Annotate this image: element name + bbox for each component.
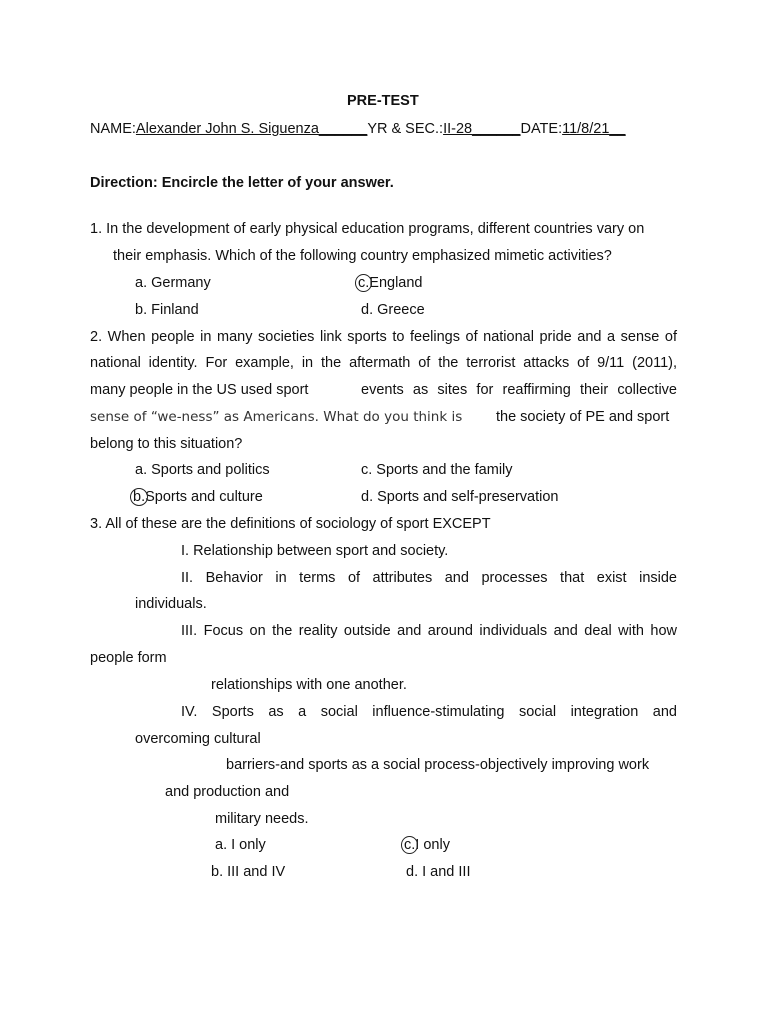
q3-item-i: I. Relationship between sport and society. bbox=[181, 543, 449, 559]
q2-line5: belong to this situation? bbox=[90, 436, 243, 452]
q1-option-c-text: England bbox=[369, 275, 423, 291]
q3-option-c bbox=[404, 836, 450, 854]
q2-line1: 2. When people in many societies link sports to feelings of national pride and a sense of bbox=[90, 329, 677, 345]
section-value: II-28 bbox=[443, 121, 473, 137]
q3-item-iii-cont2: relationships with one another. bbox=[211, 677, 407, 693]
name-underline-fill: ______ bbox=[318, 121, 368, 137]
q3-item-iv-cont2: barriers-and sports as a social process-objectively improving work bbox=[226, 757, 650, 773]
date-label: DATE: bbox=[520, 121, 563, 137]
q3-item-ii: II. Behavior in terms of attributes and processes that exist inside bbox=[181, 570, 677, 586]
q3-item-iii-cont1: people form bbox=[90, 650, 167, 666]
q3-item-ii-cont: individuals. bbox=[135, 596, 207, 612]
q1-circled-answer: c. bbox=[358, 275, 370, 291]
q3-item-iv: IV. Sports as a social influence-stimulating social integration and bbox=[181, 704, 677, 720]
q3-item-iv-cont1: overcoming cultural bbox=[135, 731, 261, 747]
name-value bbox=[136, 121, 367, 137]
q3-item-iv-cont3: and production and bbox=[165, 784, 290, 800]
q3-circled-answer: c. bbox=[404, 837, 416, 853]
q3-item-iii: III. Focus on the reality outside and around individuals and deal with how bbox=[181, 623, 677, 639]
q3-option-c-text: I only bbox=[415, 837, 450, 853]
q1-option-d: d. Greece bbox=[361, 302, 425, 318]
q1-line1: 1. In the development of early physical education programs, different countries vary on bbox=[90, 221, 645, 237]
q2-line4a: sense of “we-ness” as Americans. What do you think is bbox=[90, 409, 463, 425]
q2-option-a: a. Sports and politics bbox=[135, 462, 270, 478]
q2-option-c: c. Sports and the family bbox=[361, 462, 513, 478]
q2-line3b: events as sites for reaffirming their collective bbox=[361, 382, 677, 398]
q1-option-a: a. Germany bbox=[135, 275, 211, 291]
date-underline-fill: __ bbox=[609, 121, 626, 137]
date-value bbox=[562, 121, 625, 137]
q2-line3a: many people in the US used sport bbox=[90, 382, 309, 398]
name-label: NAME: bbox=[90, 121, 136, 137]
student-name: Alexander John S. Siguenza bbox=[135, 121, 319, 137]
page-title: PRE-TEST bbox=[347, 93, 419, 109]
q2-option-b bbox=[133, 488, 263, 506]
q2-line2: national identity. For example, in the aftermath of the terrorist attacks of 9/11 (2011), bbox=[90, 355, 677, 371]
direction-text: Direction: Encircle the letter of your answer. bbox=[90, 175, 394, 191]
q3-option-d: d. I and III bbox=[406, 864, 471, 880]
q2-option-d: d. Sports and self-preservation bbox=[361, 489, 559, 505]
q1-option-c bbox=[358, 274, 423, 292]
q2-line4b: the society of PE and sport bbox=[496, 409, 670, 425]
date-text: 11/8/21 bbox=[562, 121, 610, 137]
q3-line1: 3. All of these are the definitions of sociology of sport EXCEPT bbox=[90, 516, 491, 532]
header-line bbox=[90, 120, 626, 138]
q3-option-b: b. III and IV bbox=[211, 864, 286, 880]
yr-value bbox=[443, 121, 520, 137]
yr-underline-fill: ______ bbox=[472, 121, 521, 137]
q2-circled-answer: b. bbox=[133, 489, 146, 505]
q1-line2: their emphasis. Which of the following country emphasized mimetic activities? bbox=[113, 248, 612, 264]
q2-option-b-text: Sports and culture bbox=[145, 489, 263, 505]
q1-option-b: b. Finland bbox=[135, 302, 199, 318]
yr-label: YR & SEC.: bbox=[367, 121, 444, 137]
q3-item-iv-cont4: military needs. bbox=[215, 811, 309, 827]
q3-option-a: a. I only bbox=[215, 837, 266, 853]
